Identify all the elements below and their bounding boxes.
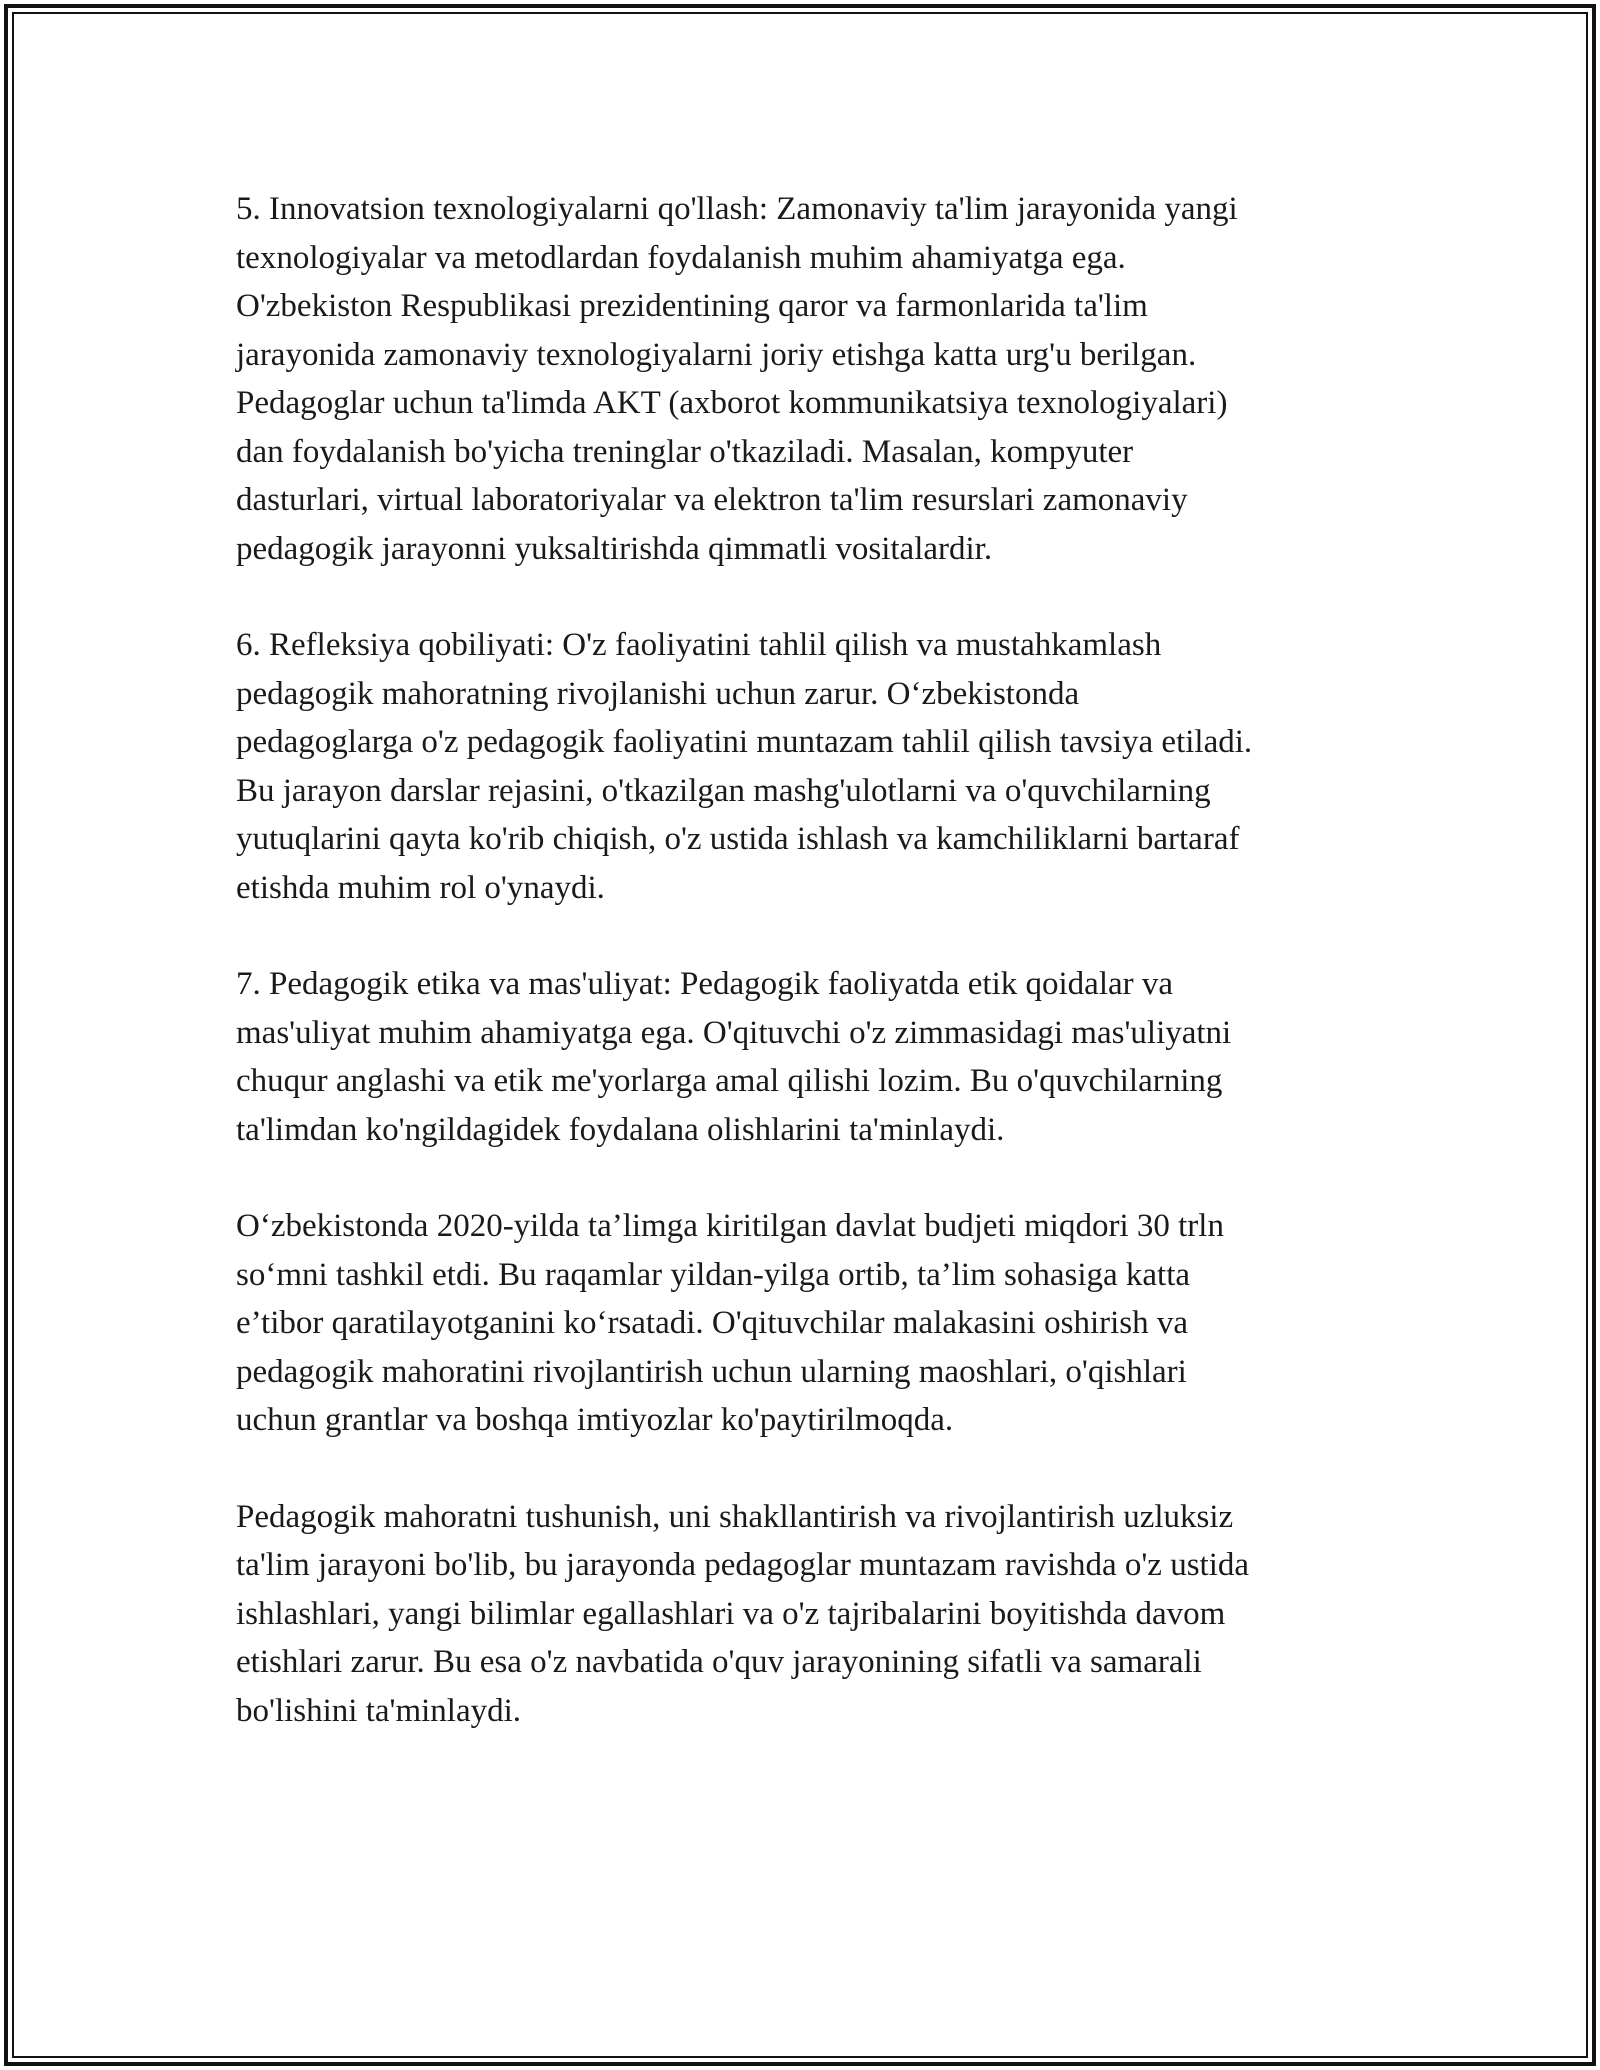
paragraph-innovative-technologies: 5. Innovatsion texnologiyalarni qo'llash: Zamonaviy ta'lim jarayonida yangi texnologiyalar va metodlardan foydalanish muhim ahamiyatga ega. O'zbekiston Respublikasi prezidentining qaror va farmonlarida ta'lim jarayonida zamonaviy texnologiyalarni joriy etishga katta urg'u berilgan. Pedagoglar uchun ta'limda AKT (axborot kommunikatsiya texnologiyalari) dan foydalanish bo'yicha treninglar o'tkaziladi. Masalan, kompyuter dasturlari, virtual laboratoriyalar va elektron ta'lim resurslari zamonaviy pedagogik jarayonni yuksaltirishda qimmatli vositalardir. (236, 191, 1238, 567)
document-body (236, 185, 1386, 1783)
paragraph-conclusion: Pedagogik mahoratni tushunish, uni shakllantirish va rivojlantirish uzluksiz ta'lim jarayoni bo'lib, bu jarayonda pedagoglar muntazam ravishda o'z ustida ishlashlari, yangi bilimlar egallashlari va o'z tajribalarini boyitishda davom etishlari zarur. Bu esa o'z navbatida o'quv jarayonining sifatli va samarali bo'lishini ta'minlaydi. (236, 1498, 1250, 1729)
paragraph-reflection-ability: 6. Refleksiya qobiliyati: O'z faoliyatini tahlil qilish va mustahkamlash pedagogik mahoratning rivojlanishi uchun zarur. O‘zbekistonda pedagoglarga o'z pedagogik faoliyatini muntazam tahlil qilish tavsiya etiladi. Bu jarayon darslar rejasini, o'tkazilgan mashg'ulotlarni va o'quvchilarning yutuqlarini qayta ko'rib chiqish, o'z ustida ishlash va kamchiliklarni bartaraf etishda muhim rol o'ynaydi. (236, 627, 1253, 906)
paragraph-pedagogical-ethics: 7. Pedagogik etika va mas'uliyat: Pedagogik faoliyatda etik qoidalar va mas'uliyat muhim ahamiyatga ega. O'qituvchi o'z zimmasidagi mas'uliyatni chuqur anglashi va etik me'yorlarga amal qilishi lozim. Bu o'quvchilarning ta'limdan ko'ngildagidek foydalana olishlarini ta'minlaydi. (236, 966, 1232, 1148)
paragraph-education-budget: O‘zbekistonda 2020-yilda ta’limga kiritilgan davlat budjeti miqdori 30 trln so‘mni tashkil etdi. Bu raqamlar yildan-yilga ortib, ta’lim sohasiga katta e’tibor qaratilayotganini ko‘rsatadi. O'qituvchilar malakasini oshirish va pedagogik mahoratini rivojlantirish uchun ularning maoshlari, o'qishlari uchun grantlar va boshqa imtiyozlar ko'paytirilmoqda. (236, 1208, 1224, 1438)
